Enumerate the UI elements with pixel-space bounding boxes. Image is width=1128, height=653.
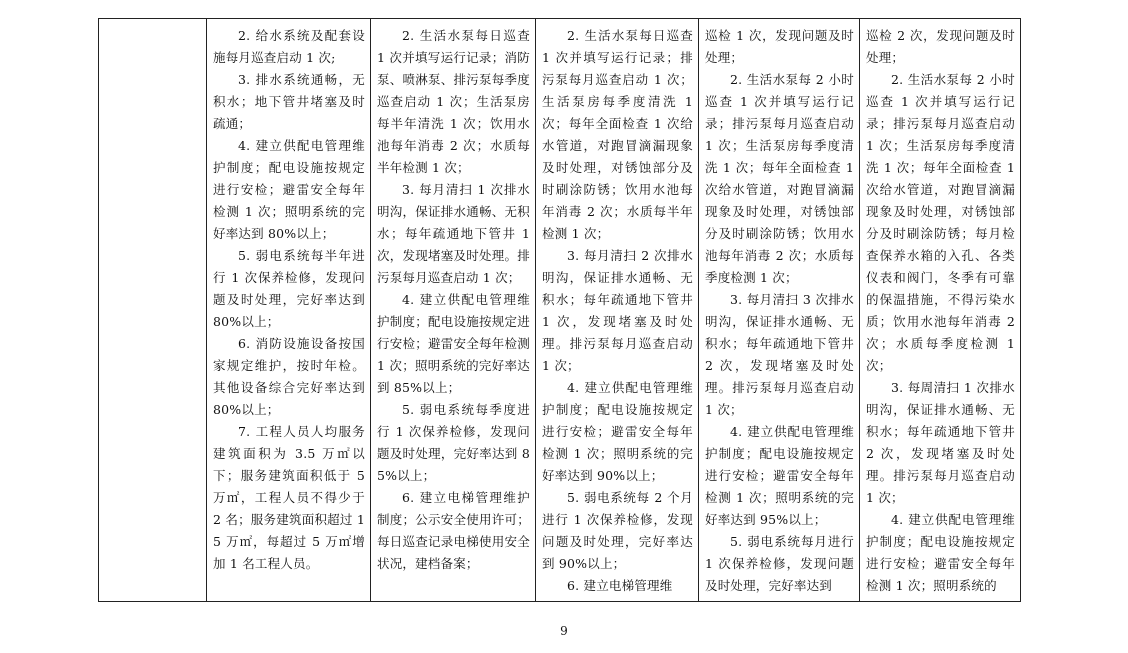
cell-paragraph: 4. 建立供配电管理维护制度；配电设施按规定进行安检；避雷安全每年检测 1 次；照明系统的完好率达到 85%以上；: [377, 292, 530, 395]
cell-paragraph: 巡检 2 次，发现问题及时处理；: [866, 28, 1015, 65]
table-row: [99, 19, 1021, 602]
table-cell-level-5: [860, 19, 1021, 602]
page-number: 9: [560, 624, 568, 638]
cell-paragraph: 巡检 1 次，发现问题及时处理；: [705, 28, 854, 65]
service-standard-table: [98, 18, 1021, 602]
cell-paragraph: 5. 弱电系统每季度进行 1 次保养检修，发现问题及时处理，完好率达到 85%以上；: [377, 402, 530, 483]
cell-paragraph: 2. 给水系统及配套设施每月巡查启动 1 次;: [213, 28, 365, 65]
cell-paragraph: 2. 生活水泵每日巡查 1 次并填写运行记录；排污泵每月巡查启动 1 次；生活泵房每季度清洗 1 次；每年全面检查 1 次给水管道，对跑冒滴漏现象及时处理，对锈蚀部分及时刷涂防锈；饮用水池每年消毒 2 次；水质每半年检测 1 次；: [542, 28, 693, 241]
cell-paragraph: 3. 每月清扫 2 次排水明沟，保证排水通畅、无积水；每年疏通地下管井 1 次，发现堵塞及时处理。排污泵每月巡查启动 1 次；: [542, 248, 693, 373]
cell-paragraph: 2. 生活水泵每 2 小时巡查 1 次并填写运行记录；排污泵每月巡查启动 1 次；生活泵房每季度清洗 1 次；每年全面检查 1 次给水管道，对跑冒滴漏现象及时处理，对锈蚀部分及时刷涂防锈；每月检查保养水箱的入孔、各类仪表和阀门，冬季有可靠的保温措施，不得污染水质；饮用水池每年消毒 2 次；水质每季度检测 1 次；: [866, 72, 1015, 373]
table-cell-level-3: [536, 19, 699, 602]
table-cell-level-2: [371, 19, 536, 602]
cell-paragraph: 4. 建立供配电管理维护制度；配电设施按规定进行安检；避雷安全每年检测 1 次；照明系统的完好率达到 80%以上；: [213, 138, 365, 241]
table-cell-level-4: [699, 19, 860, 602]
cell-paragraph: 3. 排水系统通畅，无积水；地下管井堵塞及时疏通；: [213, 72, 365, 131]
cell-paragraph: 2. 生活水泵每 2 小时巡查 1 次并填写运行记录；排污泵每月巡查启动 1 次；生活泵房每季度清洗 1 次；每年全面检查 1 次给水管道，对跑冒滴漏现象及时处理，对锈蚀部分及时刷涂防锈；饮用水池每年消毒 2 次；水质每季度检测 1 次；: [705, 72, 854, 285]
cell-paragraph: 3. 每周清扫 1 次排水明沟，保证排水通畅、无积水；每年疏通地下管井 2 次，发现堵塞及时处理。排污泵每月巡查启动 1 次；: [866, 380, 1015, 505]
cell-paragraph: 6. 建立电梯管理维: [567, 578, 673, 593]
cell-paragraph: 3. 每月清扫 1 次排水明沟，保证排水通畅、无积水；每年疏通地下管井 1 次，发现堵塞及时处理。排污泵每月巡查启动 1 次；: [377, 182, 530, 285]
table-cell-item: [99, 19, 207, 602]
cell-paragraph: 4. 建立供配电管理维护制度；配电设施按规定进行安检；避雷安全每年检测 1 次；照明系统的完好率达到 90%以上；: [542, 380, 693, 483]
cell-paragraph: 2. 生活水泵每日巡查 1 次并填写运行记录；消防泵、喷淋泵、排污泵每季度巡查启动 1 次；生活泵房每半年清洗 1 次；饮用水池每年消毒 2 次；水质每半年检测 1 次；: [377, 28, 530, 175]
cell-paragraph: 4. 建立供配电管理维护制度；配电设施按规定进行安检；避雷安全每年检测 1 次；照明系统的完好率达到 95%以上；: [705, 424, 854, 527]
cell-paragraph: 4. 建立供配电管理维护制度；配电设施按规定进行安检；避雷安全每年检测 1 次；照明系统的: [866, 512, 1015, 593]
cell-paragraph: 5. 弱电系统每月进行 1 次保养检修，发现问题及时处理，完好率达到: [705, 534, 854, 593]
cell-paragraph: 7. 工程人员人均服务建筑面积为 3.5 万㎡以下；服务建筑面积低于 5 万㎡，工程人员不得少于 2 名；服务建筑面积超过 15 万㎡，每超过 5 万㎡增加 1 名工程人员。: [213, 424, 365, 571]
table-cell-level-1: [207, 19, 371, 602]
cell-paragraph: 5. 弱电系统每半年进行 1 次保养检修，发现问题及时处理，完好率达到 80%以上；: [213, 248, 365, 329]
cell-paragraph: 3. 每月清扫 3 次排水明沟，保证排水通畅、无积水；每年疏通地下管井 2 次，发现堵塞及时处理。排污泵每月巡查启动 1 次；: [705, 292, 854, 417]
cell-paragraph: 5. 弱电系统每 2 个月进行 1 次保养检修，发现问题及时处理，完好率达到 90%以上；: [542, 490, 693, 571]
cell-paragraph: 6. 消防设施设备按国家规定维护，按时年检。其他设备综合完好率达到 80%以上；: [213, 336, 365, 417]
cell-paragraph: 6. 建立电梯管理维护制度；公示安全使用许可；每日巡查记录电梯使用安全状况，建档备案；: [377, 490, 530, 571]
